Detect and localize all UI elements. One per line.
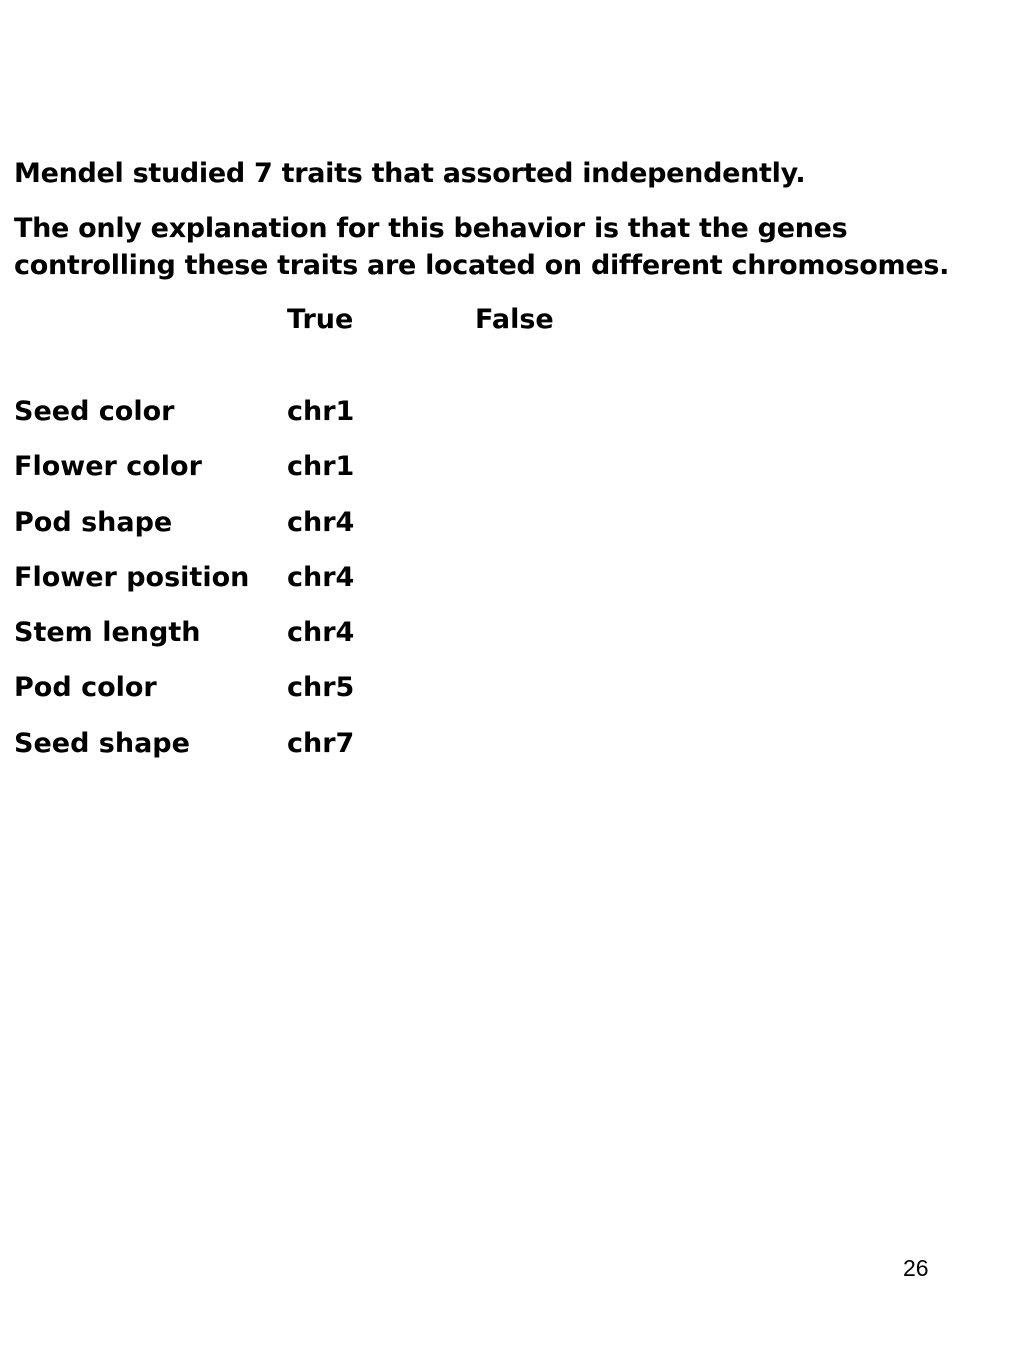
statement-explanation xyxy=(14,210,949,284)
chromosome-label: chr1 xyxy=(287,451,355,483)
statement-mendel-traits: Mendel studied 7 traits that assorted independently. xyxy=(14,158,806,189)
trait-name: Stem length xyxy=(14,617,201,649)
true-option-label: True xyxy=(287,304,354,335)
trait-name: Seed shape xyxy=(14,727,190,759)
trait-name: Flower color xyxy=(14,451,202,483)
chromosome-label: chr4 xyxy=(287,617,355,649)
chromosome-label: chr4 xyxy=(287,561,355,593)
trait-name: Pod color xyxy=(14,672,157,704)
trait-name: Pod shape xyxy=(14,506,173,538)
page-number: 26 xyxy=(903,1255,929,1281)
statement-explanation-line-2: controlling these traits are located on different chromosomes. xyxy=(14,250,950,281)
statement-explanation-line-1: The only explanation for this behavior is that the genes xyxy=(14,213,848,244)
chromosome-label: chr5 xyxy=(287,672,355,704)
chromosome-label: chr4 xyxy=(287,506,355,538)
trait-name: Flower position xyxy=(14,561,250,593)
trait-name: Seed color xyxy=(14,396,175,427)
chromosome-label: chr1 xyxy=(287,396,355,427)
false-option-label: False xyxy=(475,304,554,335)
chromosome-label: chr7 xyxy=(287,727,355,759)
